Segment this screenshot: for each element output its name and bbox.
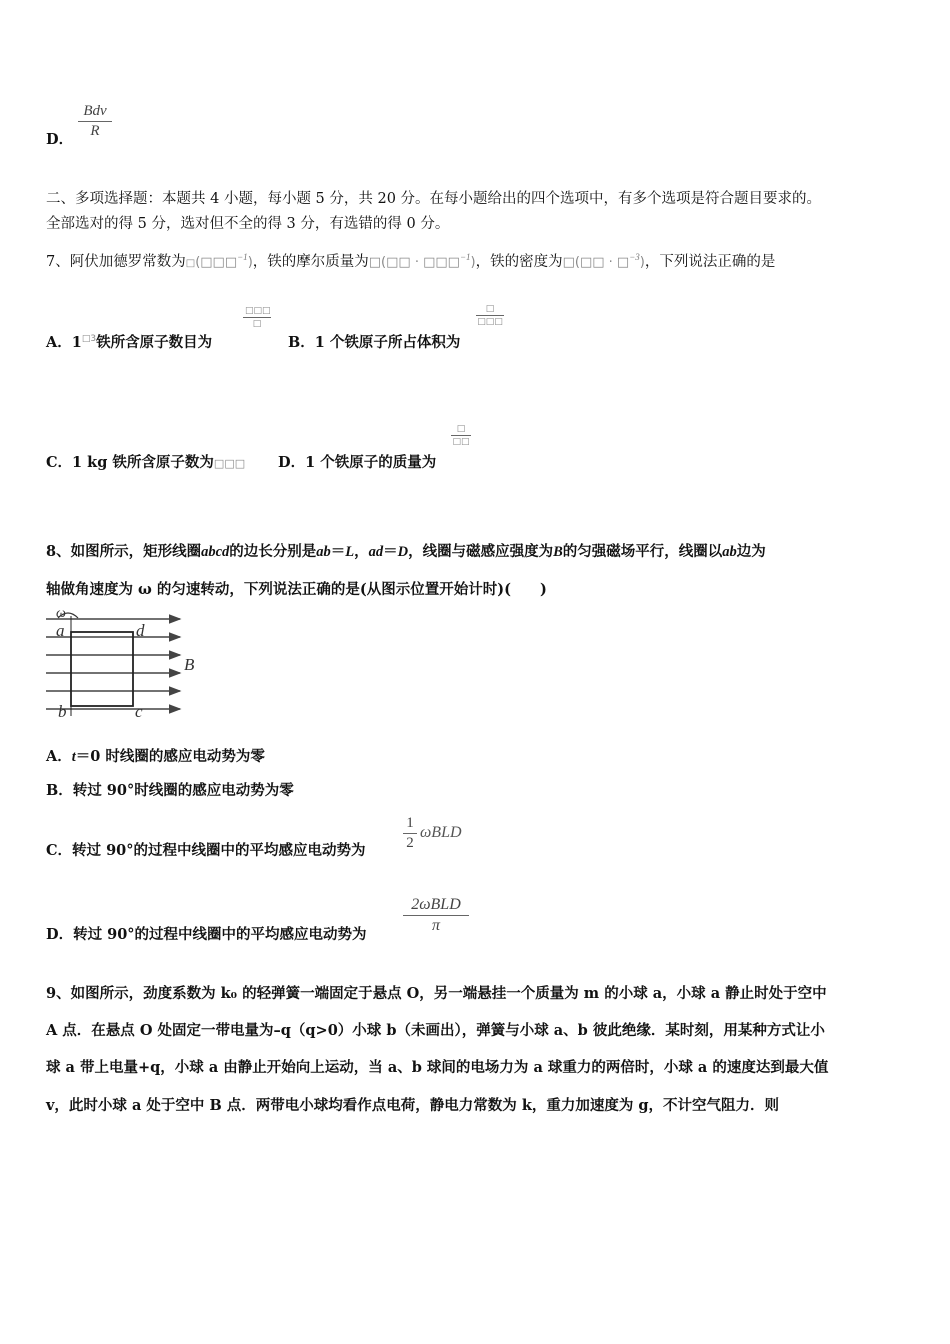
label-a: a: [56, 621, 65, 640]
fraction-numerator: Bdv: [83, 103, 107, 119]
q8-option-d: D．转过 90°的过程中线圈中的平均感应电动势为: [46, 926, 367, 943]
q8-stem-line1: 8、如图所示，矩形线圈abcd的边长分别是ab＝L，ad＝D，线圈与磁感应强度为B的匀强磁场平行，线圈以ab边为: [46, 543, 766, 560]
rectangular-coil: [71, 632, 133, 706]
q7-option-a-fraction: □□□ □: [245, 306, 271, 329]
q7-avogadro-placeholder: □: [185, 258, 196, 269]
q8-option-c-fraction: 1 2: [403, 815, 417, 852]
q8-option-c-tail: ωBLD: [420, 824, 462, 841]
fraction-denominator: R: [90, 123, 100, 139]
omega-label: ω: [56, 606, 66, 621]
q7-molar-mass-placeholder: □(□□ · □□□: [368, 255, 460, 270]
q7-option-b: B．1 个铁原子所占体积为: [288, 334, 461, 351]
q7-option-d-fraction: □ □□: [452, 424, 470, 447]
q8-coil-figure: [44, 606, 204, 726]
q8-option-a: A．t＝0 时线圈的感应电动势为零: [46, 748, 265, 765]
q9-line1: 9、如图所示，劲度系数为 k₀ 的轻弹簧一端固定于悬点 O，另一端悬挂一个质量为 m 的小球 a，小球 a 静止时处于空中: [46, 985, 827, 1002]
section2-line1: 二、多项选择题：本题共 4 小题，每小题 5 分，共 20 分。在每小题给出的四个选项中，有多个选项是符合题目要求的。: [46, 191, 822, 207]
section2-line2: 全部选对的得 5 分，选对但不全的得 3 分，有选错的得 0 分。: [46, 216, 450, 232]
q8-option-c: C．转过 90°的过程中线圈中的平均感应电动势为: [46, 842, 366, 859]
q7-option-c: C．1 kg 铁所含原子数为□□□: [46, 454, 246, 471]
label-B: B: [184, 655, 195, 674]
q7-option-a: A．$1^{□3}$铁所含原子数目为: [46, 334, 213, 351]
q7-option-d: D．1 个铁原子的质量为: [278, 454, 437, 471]
q7-stem: 7、阿伏加德罗常数为□(□□□$^{-1}$)，铁的摩尔质量为□(□□ · □□□$^{-1}$)，铁的密度为□(□□ · □$^{-3}$)，下列说法正确的是: [46, 252, 776, 270]
q8-stem-line2: 轴做角速度为 ω 的匀速转动，下列说法正确的是(从图示位置开始计时)( ): [46, 581, 547, 598]
q8-option-d-fraction: 2ωBLD π: [403, 896, 469, 935]
q7-option-b-fraction: □ □□□: [477, 304, 503, 327]
q8-option-b: B．转过 90°时线圈的感应电动势为零: [46, 782, 294, 799]
q9-line2: A 点．在悬点 O 处固定一带电量为–q（q>0）小球 b（未画出），弹簧与小球 a、b 彼此绝缘．某时刻，用某种方式让小: [46, 1022, 825, 1039]
fraction-bar: [78, 121, 112, 122]
q9-line3: 球 a 带上电量+q，小球 a 由静止开始向上运动，当 a、b 球间的电场力为 a 球重力的两倍时，小球 a 的速度达到最大值: [46, 1059, 829, 1076]
label-d: d: [136, 621, 145, 640]
label-b: b: [58, 702, 67, 721]
q6-option-d-label: D．: [46, 131, 74, 148]
q6-option-d-fraction: [78, 103, 112, 140]
q7-density-placeholder: □(□□ · □: [562, 255, 630, 270]
label-c: c: [135, 702, 143, 721]
q9-line4: v，此时小球 a 处于空中 B 点．两带电小球均看作点电荷，静电力常数为 k，重力加速度为 g，不计空气阻力．则: [46, 1097, 780, 1114]
